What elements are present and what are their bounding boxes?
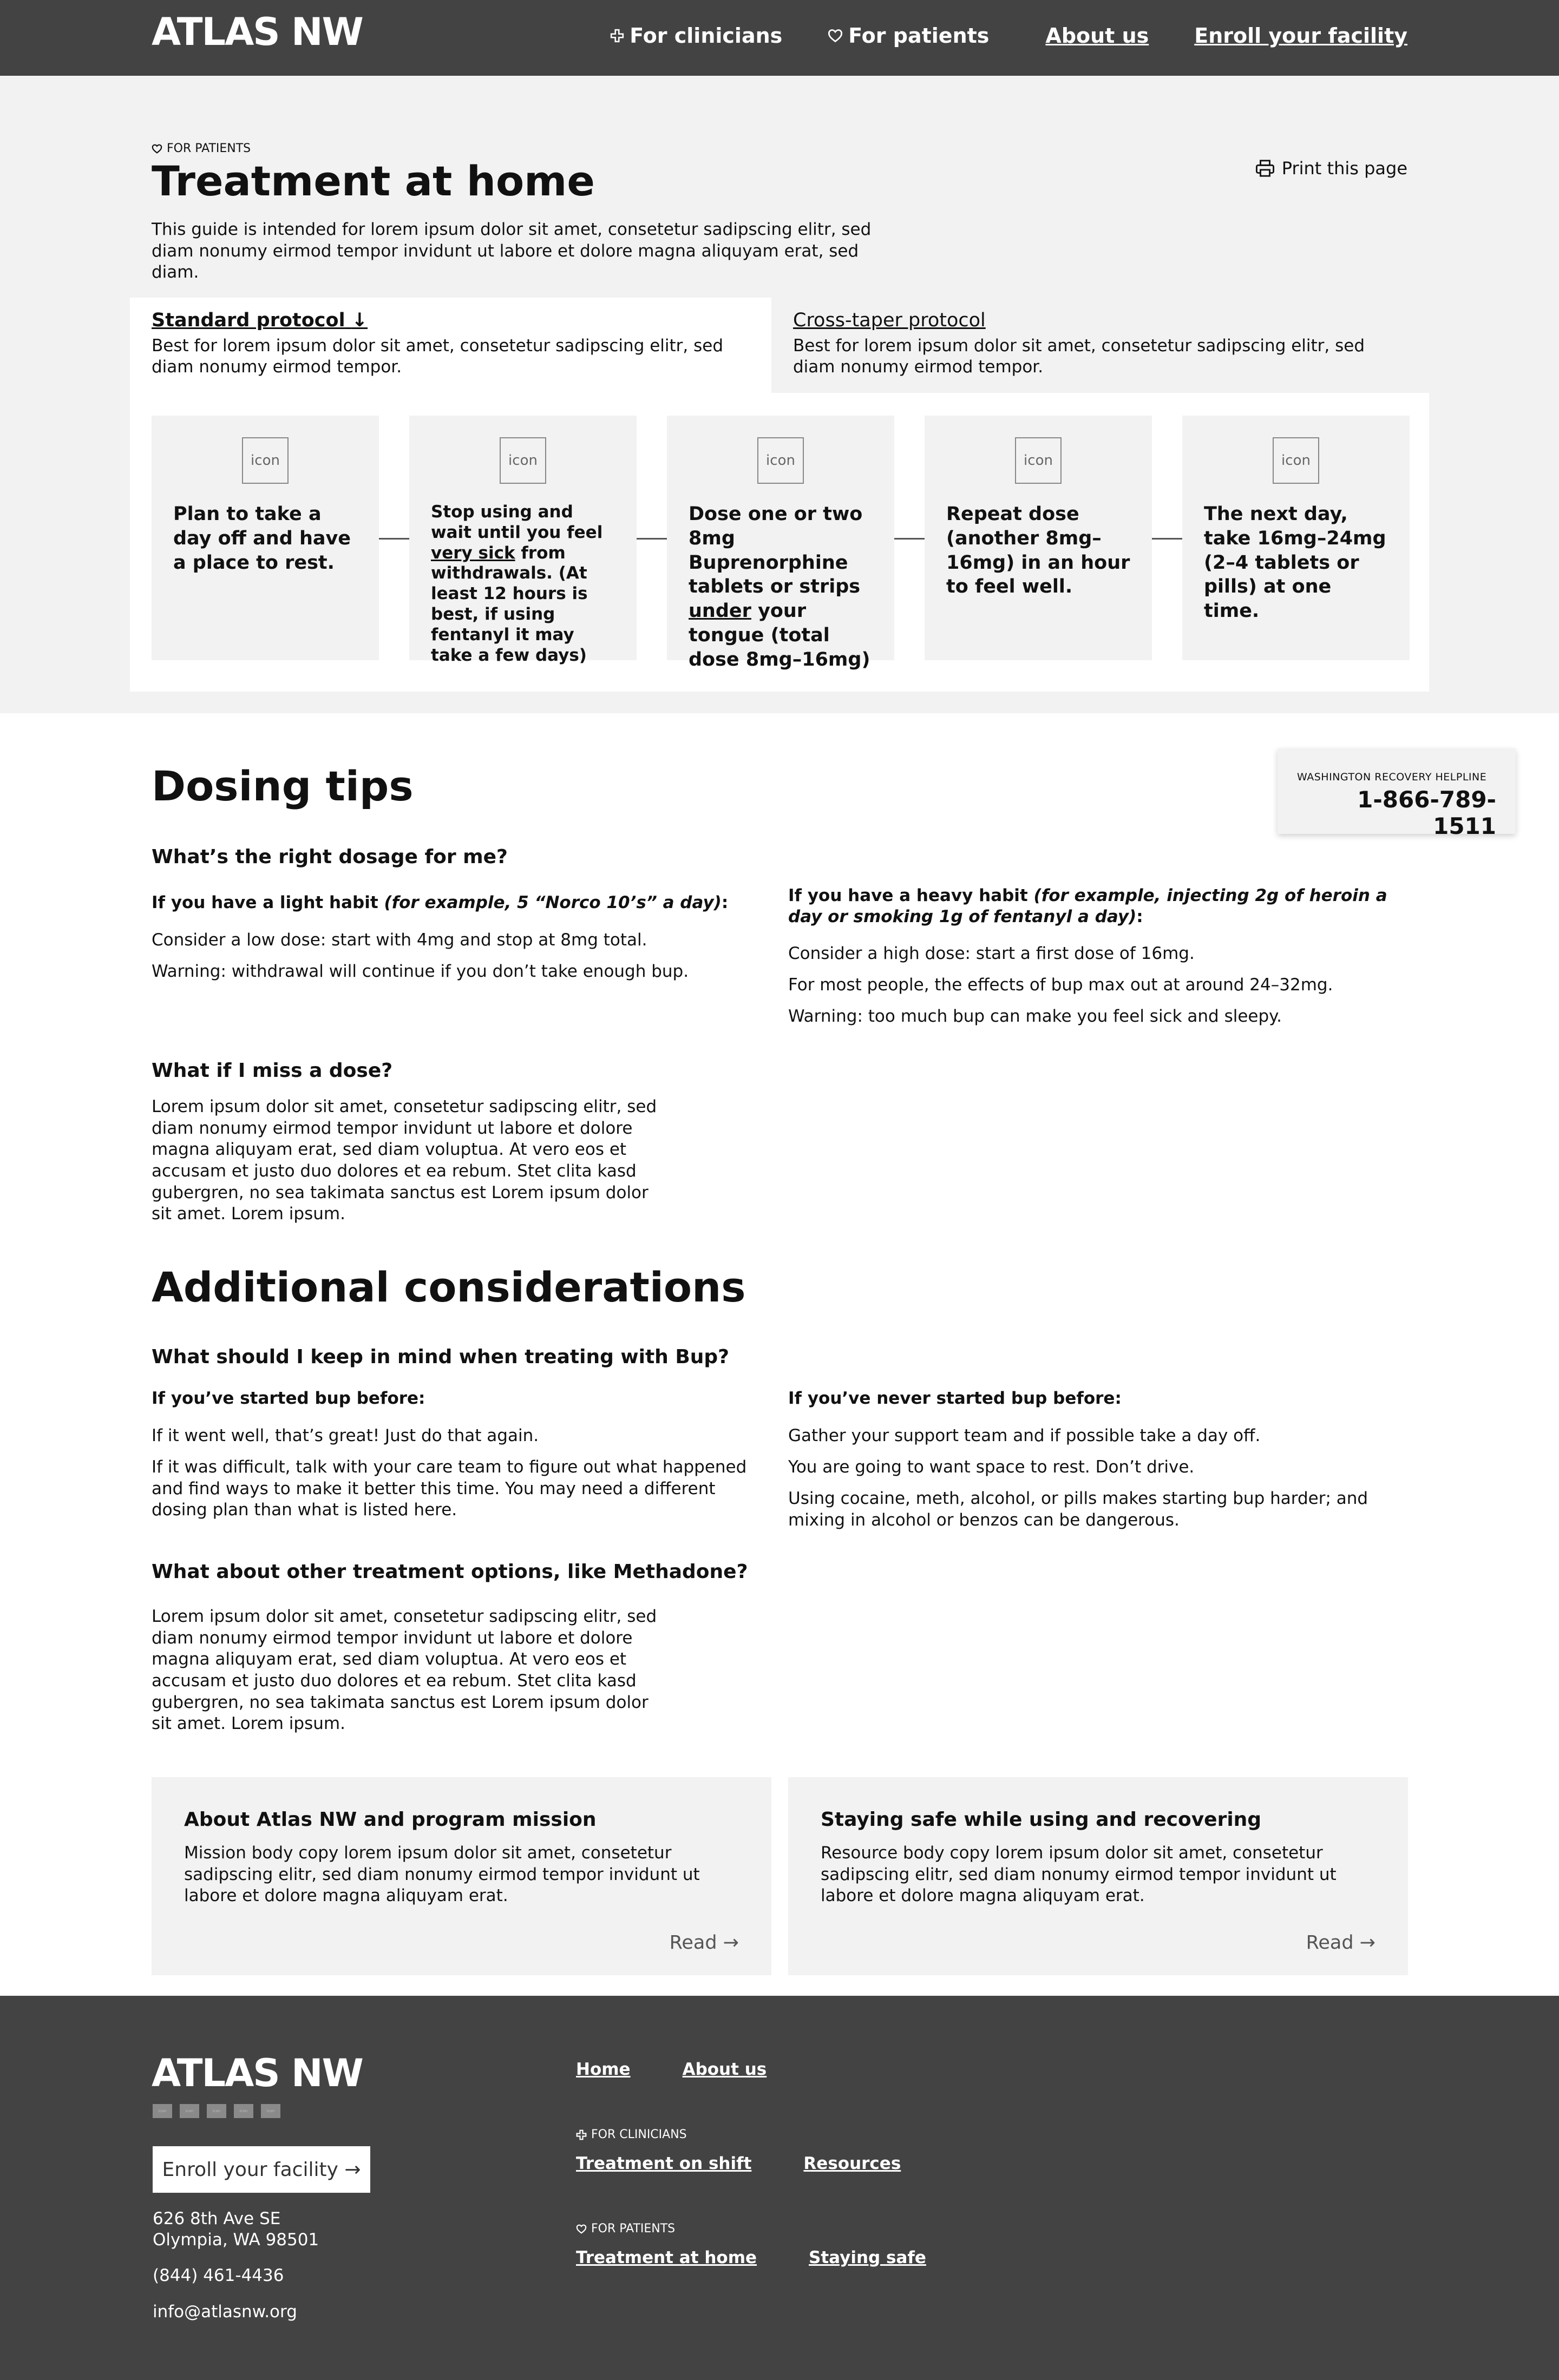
social-icon[interactable]: icon — [180, 2104, 199, 2118]
step-icon: icon — [1273, 437, 1319, 484]
heavy-habit-tip: Consider a high dose: start a first dose of 16mg. — [788, 944, 1195, 963]
nav-about-us[interactable]: About us — [1045, 24, 1149, 48]
step-card — [409, 416, 637, 665]
light-habit-lead: If you have a light habit — [152, 893, 384, 912]
step-text-emphasis: very sick — [431, 543, 515, 563]
staying-safe-card-read-link[interactable]: Read → — [1306, 1932, 1375, 1954]
step-card — [152, 416, 379, 660]
step-card — [667, 416, 894, 670]
site-logo[interactable]: ATLAS NW — [152, 10, 363, 54]
heavy-habit-colon: : — [1136, 906, 1143, 926]
footer-link-treatment-on-shift[interactable]: Treatment on shift — [576, 2154, 752, 2173]
footer-link-staying-safe[interactable]: Staying safe — [809, 2248, 926, 2267]
other-options-answer: Lorem ipsum dolor sit amet, consetetur sadipscing elitr, sed diam nonumy eirmod tempor invidunt ut labore et dolore magna aliquyam erat, sed diam voluptua. At vero eos et accusam et justo duo dolores et ea rebum. Stet clita kasd gubergren, no sea takimata sanctus est Lorem ipsum dolor sit amet. Lorem ipsum. — [152, 1607, 657, 1734]
heart-icon — [152, 144, 162, 154]
helpline-phone[interactable]: 1-866-789-1511 — [1357, 786, 1496, 839]
staying-safe-card-title: Staying safe while using and recovering — [821, 1809, 1262, 1831]
step-card — [925, 416, 1152, 660]
footer-patient-links — [576, 2248, 926, 2267]
heart-icon — [828, 29, 843, 43]
print-page-button[interactable] — [1255, 158, 1407, 179]
tab-standard-desc: Best for lorem ipsum dolor sit amet, consetetur sadipscing elitr, sed diam nonumy eirmod tempor. — [152, 336, 724, 377]
footer-clinicians-label: FOR CLINICIANS — [591, 2128, 687, 2141]
step-icon: icon — [500, 437, 546, 484]
started-before-heading: If you’ve started bup before: — [152, 1389, 425, 1408]
heart-icon — [576, 2224, 587, 2234]
light-habit-colon: : — [721, 893, 729, 912]
nav-for-patients-label: For patients — [848, 24, 990, 48]
nav-for-clinicians[interactable] — [610, 24, 782, 48]
about-card[interactable] — [152, 1777, 771, 1975]
step-text-part: Stop using and wait until you feel — [431, 502, 603, 542]
footer-patients-label: FOR PATIENTS — [591, 2222, 676, 2236]
step-text: Plan to take a day off and have a place to rest. — [173, 503, 351, 574]
step-text — [689, 502, 873, 672]
never-started-tip-3: Using cocaine, meth, alcohol, or pills makes starting bup harder; and mixing in alcohol or benzos can be dangerous. — [788, 1489, 1368, 1530]
about-card-title: About Atlas NW and program mission — [184, 1809, 597, 1831]
footer-link-about[interactable]: About us — [682, 2060, 767, 2079]
footer-main-links — [576, 2060, 767, 2079]
hero-intro: This guide is intended for lorem ipsum dolor sit amet, consetetur sadipscing elitr, sed diam nonumy eirmod tempor invidunt ut labore et dolore magna aliquyam erat, sed diam. — [152, 220, 872, 282]
tab-cross-title[interactable]: Cross-taper protocol — [793, 310, 986, 331]
footer-link-home[interactable]: Home — [576, 2060, 631, 2079]
additional-considerations-heading: Additional considerations — [152, 1263, 746, 1311]
tab-standard-title[interactable] — [152, 310, 368, 331]
social-icon[interactable]: icon — [153, 2104, 172, 2118]
never-started-heading: If you’ve never started bup before: — [788, 1389, 1122, 1408]
staying-safe-card[interactable] — [788, 1777, 1408, 1975]
protocol-tabs — [130, 298, 1429, 692]
step-icon: icon — [242, 437, 289, 484]
light-habit-heading — [152, 893, 747, 912]
footer-link-treatment-at-home[interactable]: Treatment at home — [576, 2248, 757, 2267]
nav-enroll-facility[interactable]: Enroll your facility — [1194, 24, 1407, 48]
tab-cross-desc: Best for lorem ipsum dolor sit amet, consetetur sadipscing elitr, sed diam nonumy eirmod tempor. — [793, 336, 1365, 377]
footer-address-line-2: Olympia, WA 98501 — [153, 2230, 319, 2250]
footer-phone[interactable]: (844) 461-4436 — [153, 2266, 284, 2285]
step-text-part: from withdrawals. (At least 12 hours is best, if using fentanyl it may take a few days) — [431, 543, 588, 665]
arrow-down-icon: ↓ — [351, 310, 368, 331]
started-before-tip-1: If it went well, that’s great! Just do that again. — [152, 1426, 539, 1445]
social-icon[interactable]: icon — [207, 2104, 226, 2118]
keep-in-mind-question: What should I keep in mind when treating with Bup? — [152, 1346, 730, 1368]
step-icon: icon — [1015, 437, 1062, 484]
step-text-part: your tongue (total dose 8mg–16mg) — [689, 600, 870, 670]
nav-for-clinicians-label: For clinicians — [630, 24, 783, 48]
step-connector — [637, 538, 667, 540]
footer-email[interactable]: info@atlasnw.org — [153, 2302, 297, 2322]
step-text: The next day, take 16mg–24mg (2–4 tablets or pills) at one time. — [1204, 503, 1386, 622]
about-card-body: Mission body copy lorem ipsum dolor sit amet, consetetur sadipscing elitr, sed diam nonumy eirmod tempor invidunt ut labore et dolore magna aliquyam erat. — [184, 1843, 700, 1906]
never-started-tip-2: You are going to want space to rest. Don’t drive. — [788, 1457, 1195, 1477]
heavy-habit-max: For most people, the effects of bup max out at around 24–32mg. — [788, 975, 1333, 995]
heavy-habit-warning: Warning: too much bup can make you feel sick and sleepy. — [788, 1007, 1282, 1026]
step-connector — [379, 538, 409, 540]
printer-icon — [1255, 159, 1275, 177]
hero-kicker-label: FOR PATIENTS — [167, 142, 251, 155]
heavy-habit-lead: If you have a heavy habit — [788, 886, 1034, 905]
dosing-tips-heading: Dosing tips — [152, 762, 414, 810]
main-nav — [610, 24, 1407, 48]
social-icon[interactable]: icon — [261, 2104, 280, 2118]
footer-patients-kicker — [576, 2222, 675, 2236]
hero-section — [0, 76, 1559, 713]
heavy-habit-heading — [788, 885, 1411, 928]
footer-enroll-button[interactable]: Enroll your facility → — [153, 2146, 370, 2193]
nav-for-patients[interactable] — [828, 24, 989, 48]
tab-standard-protocol[interactable] — [130, 298, 771, 399]
missed-dose-answer: Lorem ipsum dolor sit amet, consetetur sadipscing elitr, sed diam nonumy eirmod tempor invidunt ut labore et dolore magna aliquyam erat, sed diam voluptua. At vero eos et accusam et justo duo dolores et ea rebum. Stet clita kasd gubergren, no sea takimata sanctus est Lorem ipsum dolor sit amet. Lorem ipsum. — [152, 1097, 657, 1224]
tab-cross-taper-protocol[interactable] — [771, 298, 1429, 399]
site-footer — [0, 1996, 1559, 2380]
started-before-tip-2: If it was difficult, talk with your care team to figure out what happened and find ways to make it better this time. You may need a different dosing plan than what is listed here. — [152, 1457, 747, 1520]
step-connector — [1152, 538, 1182, 540]
step-text-emphasis: under — [689, 600, 751, 622]
staying-safe-card-body: Resource body copy lorem ipsum dolor sit amet, consetetur sadipscing elitr, sed diam nonumy eirmod tempor invidunt ut labore et dolore magna aliquyam erat. — [821, 1843, 1337, 1906]
social-links — [153, 2104, 280, 2118]
light-habit-example: (for example, 5 “Norco 10’s” a day) — [384, 893, 722, 912]
footer-logo[interactable]: ATLAS NW — [152, 2051, 363, 2095]
page-title: Treatment at home — [152, 157, 595, 205]
light-habit-tip: Consider a low dose: start with 4mg and stop at 8mg total. — [152, 930, 647, 950]
helpline-box — [1278, 748, 1516, 839]
helpline-label: WASHINGTON RECOVERY HELPLINE — [1297, 771, 1487, 783]
footer-address-line-1: 626 8th Ave SE — [153, 2209, 281, 2228]
protocol-steps — [130, 393, 1429, 692]
print-page-label: Print this page — [1281, 158, 1407, 179]
light-habit-warning: Warning: withdrawal will continue if you don’t take enough bup. — [152, 962, 689, 981]
site-header — [0, 0, 1559, 76]
never-started-tip-1: Gather your support team and if possible take a day off. — [788, 1426, 1261, 1445]
footer-clinicians-kicker — [576, 2128, 687, 2141]
footer-clinician-links — [576, 2154, 901, 2173]
about-card-read-link[interactable]: Read → — [669, 1932, 739, 1954]
tab-standard-label: Standard protocol — [152, 310, 345, 331]
step-card — [1182, 416, 1410, 660]
step-text-part: Dose one or two 8mg Buprenorphine tablets or strips — [689, 503, 863, 598]
medical-cross-icon — [576, 2129, 587, 2140]
other-options-question: What about other treatment options, like Methadone? — [152, 1561, 748, 1583]
dosage-question: What’s the right dosage for me? — [152, 846, 508, 868]
footer-link-resources[interactable]: Resources — [803, 2154, 901, 2173]
medical-cross-icon — [610, 29, 624, 43]
step-text — [431, 502, 615, 666]
step-connector — [894, 538, 925, 540]
step-icon: icon — [757, 437, 804, 484]
missed-dose-question: What if I miss a dose? — [152, 1060, 393, 1082]
heavy-habit-example: (for example, injecting 2g of heroin a day or smoking 1g of fentanyl a day) — [788, 886, 1387, 926]
social-icon[interactable]: icon — [234, 2104, 253, 2118]
step-text: Repeat dose (another 8mg–16mg) in an hour to feel well. — [946, 503, 1130, 598]
hero-kicker — [152, 142, 251, 155]
